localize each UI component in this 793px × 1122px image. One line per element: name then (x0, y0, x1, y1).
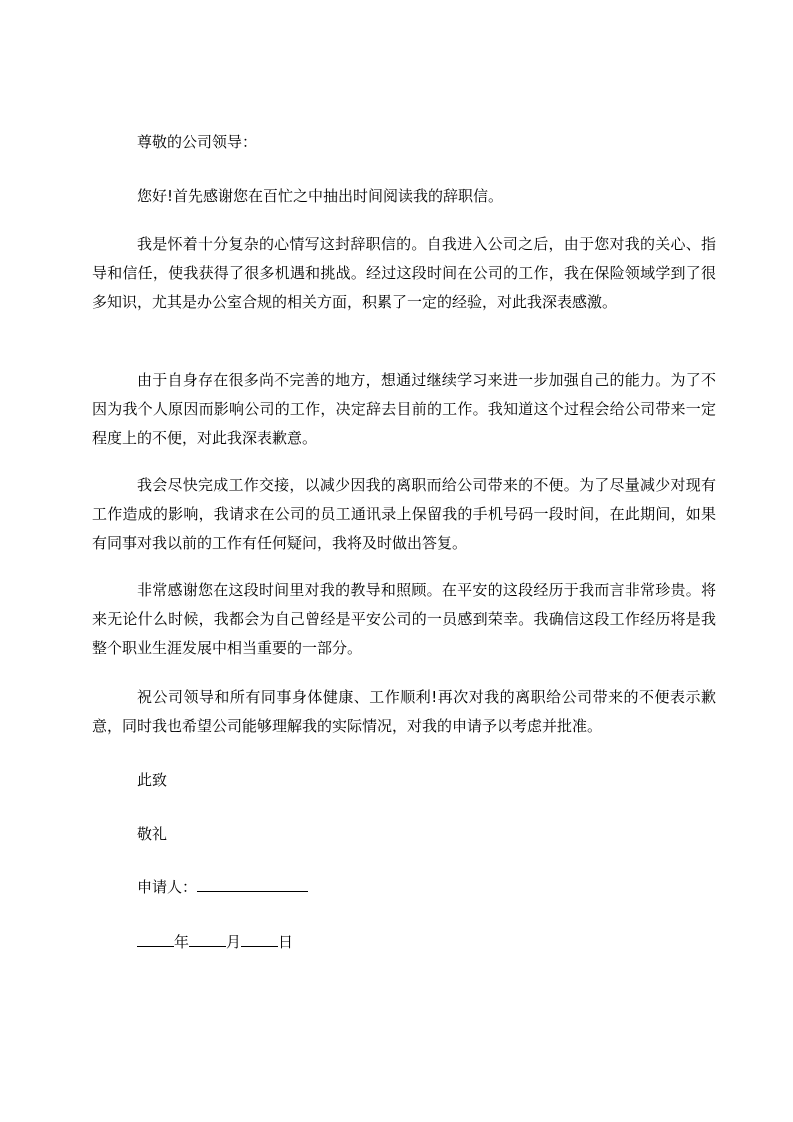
closing-jing-li: 敬礼 (137, 825, 168, 843)
applicant-signature-blank[interactable] (197, 877, 308, 892)
paragraph-4: 非常感谢您在这段时间里对我的教导和照顾。在平安的这段经历于我而言非常珍贵。将来无论什么时候，我都会为自己曾经是平安公司的一员感到荣幸。我确信这段工作经历将是我整个职业生涯发展中相当重要的一部分。 (92, 581, 716, 657)
day-blank[interactable] (241, 932, 278, 947)
year-label: 年 (174, 933, 190, 951)
greeting: 您好!首先感谢您在百忙之中抽出时间阅读我的辞职信。 (137, 187, 504, 205)
paragraph-3: 我会尽快完成工作交接，以减少因我的离职而给公司带来的不便。为了尽量减少对现有工作造成的影响，我请求在公司的员工通讯录上保留我的手机号码一段时间，在此期间，如果有同事对我以前的工作有任何疑问，我将及时做出答复。 (92, 476, 716, 552)
paragraph-2: 由于自身存在很多尚不完善的地方，想通过继续学习来进一步加强自己的能力。为了不因为我个人原因而影响公司的工作，决定辞去目前的工作。我知道这个过程会给公司带来一定程度上的不便，对此我深表歉意。 (92, 371, 716, 447)
day-label: 日 (278, 933, 294, 951)
year-blank[interactable] (137, 932, 174, 947)
salutation: 尊敬的公司领导： (137, 133, 258, 151)
paragraph-5: 祝公司领导和所有同事身体健康、工作顺利!再次对我的离职给公司带来的不便表示歉意，同时我也希望公司能够理解我的实际情况，对我的申请予以考虑并批准。 (92, 688, 716, 735)
applicant-line (137, 877, 308, 897)
closing-ci-zhi: 此致 (137, 771, 168, 789)
month-blank[interactable] (189, 932, 226, 947)
paragraph-1: 我是怀着十分复杂的心情写这封辞职信的。自我进入公司之后，由于您对我的关心、指导和信任，使我获得了很多机遇和挑战。经过这段时间在公司的工作，我在保险领域学到了很多知识，尤其是办公室合规的相关方面，积累了一定的经验，对此我深表感激。 (92, 235, 716, 311)
date-line (137, 932, 293, 952)
month-label: 月 (226, 933, 242, 951)
applicant-label: 申请人： (137, 878, 198, 896)
